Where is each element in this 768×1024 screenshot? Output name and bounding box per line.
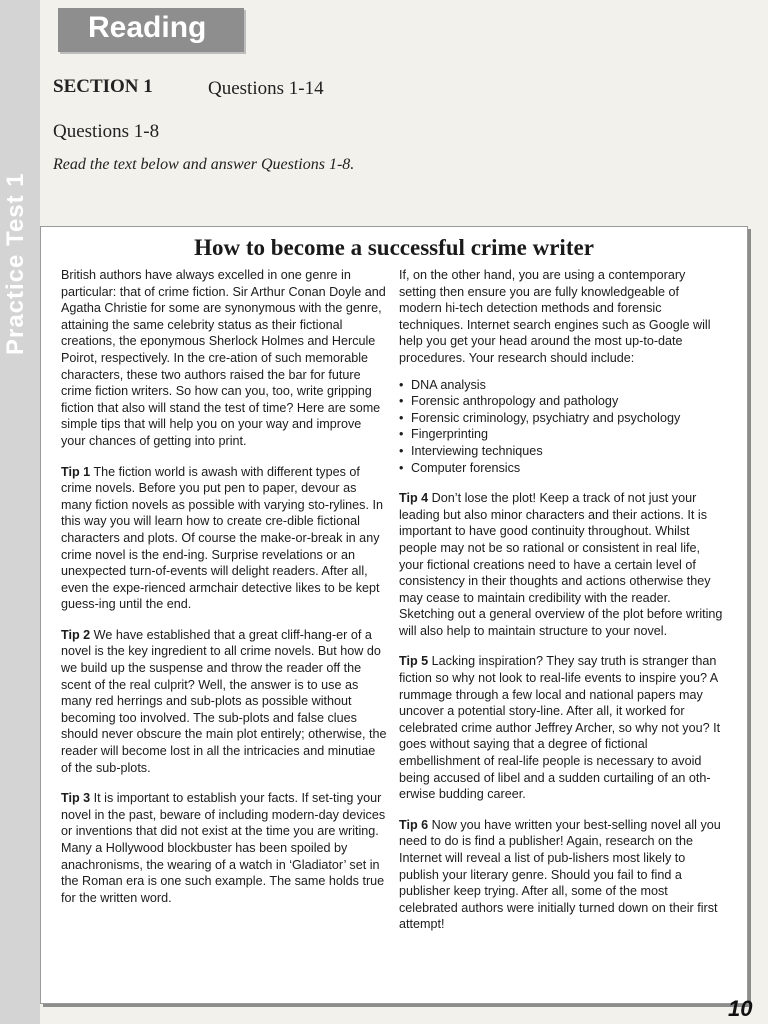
passage-left-column [61,267,389,920]
research-item: • Forensic anthropology and pathology [399,393,725,410]
tip-2-label: Tip 2 [61,627,91,642]
tip-5-paragraph [399,653,725,802]
questions-subheading: Questions 1-8 [53,121,160,142]
research-item: • Interviewing techniques [399,443,725,460]
tip-4-label: Tip 4 [399,491,429,506]
research-list [399,377,725,477]
research-item: • Computer forensics [399,460,725,477]
tip-4-text: Don’t lose the plot! Keep a track of not just your leading but also minor characters and their actions. It is important to have good continuity throughout. Whilst people may not be so rational or consistent in real life, your fictional creations need to have a certain level of consistency in their thoughts and actions otherwise they may cease to maintain credibility with the reader. Sketching out a general overview of the plot before writing will also help to maintain structure to your novel. [399,491,723,638]
page-number: 10 [728,996,753,1021]
passage-box [40,226,748,1004]
passage-title: How to become a successful crime writer [194,235,594,260]
intro-paragraph: British authors have always excelled in one genre in particular: that of crime fiction. Sir Arthur Conan Doyle and Agatha Christie for some are synonymous with the genre, attaining the same celebrity status as their fictional creations, the eponymous Sherlock Holmes and Hercule Poirot, respectively. In the cre-ation of such memorable characters, these two authors raised the bar for future crime fiction writers. So how can you, too, write gripping fiction that also will stand the test of time? Here are some simple tips that will help you on your way and improve your chances of getting into print. [61,268,386,448]
questions-range: Questions 1-14 [208,78,324,99]
reading-banner [58,8,244,52]
tip-5-label: Tip 5 [399,654,429,669]
tip-4-paragraph [399,490,725,639]
research-item: • Forensic criminology, psychiatry and psychology [399,410,725,427]
tip-6-text: Now you have written your best-selling novel all you need to do is find a publisher! Again, research on the Internet will reveal a list of pub-lishers most likely to publish your literary genre. Should you fail to find a publisher keep trying. After all, some of the most celebrated authors were initially turned down on their first attempt! [399,817,721,932]
tip-6-label: Tip 6 [399,817,429,832]
instruction-text: Read the text below and answer Questions 1-8. [53,156,355,173]
tip-3-continued: If, on the other hand, you are using a contemporary setting then ensure you are fully knowledgeable of modern hi-tech detection methods and forensic techniques. Internet search engines such as Google will help you get your head around the most up-to-date procedures. Your research should include: [399,268,711,365]
research-item: • DNA analysis [399,377,725,394]
side-strip [0,0,40,1024]
passage-right-column [399,267,725,947]
reading-title: Reading [88,11,207,44]
tip-5-text: Lacking inspiration? They say truth is stranger than fiction so why not look to real-life events to inspire you? A rummage through a few local and national papers may uncover a potential story-line. After all, it worked for celebrated crime author Jeffrey Archer, so why not you? It goes without saying that a degree of fictional embellishment of real-life people is necessary to avoid being accused of libel and a sudden curtailing of an oth-erwise budding career. [399,654,721,802]
tip-2-text: We have established that a great cliff-hang-er of a novel is the key ingredient to all crime novels. But how do we build up the suspense and throw the reader off the scent of the real culprit? Well, the answer is to use as many red herrings and sub-plots as possible without becoming too involved. The sub-plots and false clues should never obscure the main plot entirely; otherwise, the reader will become lost in all the intricacies and minutiae of the sub-plots. [61,627,387,775]
tip-6-paragraph [399,817,725,933]
tip-3-label: Tip 3 [61,791,91,806]
section-label: SECTION 1 [53,76,153,97]
practice-test-label: Practice Test 1 [2,172,29,355]
tip-1-text: The fiction world is awash with different types of crime novels. Before you put pen to paper, devour as many fiction novels as possible with varying sto-rylines. In this way you will learn how to create cre-dible fictional characters and plots. Of course the make-or-break in any crime novel is the end-ing. Surprise revelations or an unexpected turn-of-events will delight readers. After all, even the expe-rienced armchair detective likes to be kept guess-ing until the end. [61,464,383,612]
research-item: • Fingerprinting [399,426,725,443]
tip-1-paragraph [61,464,389,613]
tip-1-label: Tip 1 [61,464,91,479]
tip-3-paragraph [61,790,389,906]
tip-3-text: It is important to establish your facts. If set-ting your novel in the past, beware of including modern-day devices or inventions that did not exist at the time you are writing. Many a Hollywood blockbuster has been spoiled by anachronisms, the wearing of a watch in ‘Gladiator’ set in the Roman era is one such example. The same holds true for the written word. [61,791,386,905]
tip-2-paragraph [61,627,389,776]
